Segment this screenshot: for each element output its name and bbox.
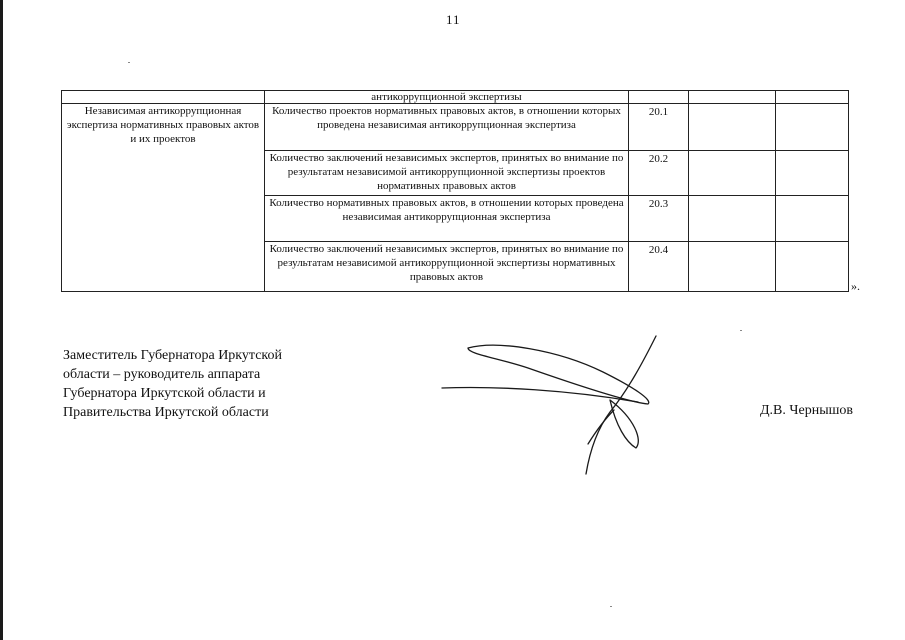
table-cell-value-empty <box>689 196 776 242</box>
table-row-continuation <box>62 91 849 104</box>
signatory-position-line: области – руководитель аппарата <box>63 367 261 382</box>
table-cell-code: 20.4 <box>629 242 689 292</box>
table-cell-value-empty <box>776 151 849 196</box>
signatory-position-line: Заместитель Губернатора Иркутской <box>63 348 282 363</box>
table-row <box>62 104 849 151</box>
table-cell-value-empty <box>776 104 849 151</box>
table-cell-value-empty <box>776 242 849 292</box>
page-edge-bar <box>0 0 3 640</box>
signatory-position <box>63 346 282 422</box>
signatory-name: Д.В. Чернышов <box>760 403 853 418</box>
scan-speck <box>610 606 612 607</box>
table-cell-continuation: антикоррупционной экспертизы <box>265 91 629 104</box>
table-cell-indicator: Количество нормативных правовых актов, в отношении которых проведена независимая антикоррупционная экспертиза <box>265 196 629 242</box>
scan-speck <box>740 330 742 331</box>
table-cell-code: 20.1 <box>629 104 689 151</box>
table-cell-section-title: Независимая антикоррупционная экспертиза нормативных правовых актов и их проектов <box>62 104 265 292</box>
table-cell-indicator: Количество заключений независимых экспертов, принятых во внимание по результатам независимой антикоррупционной экспертизы проектов нормативных правовых актов <box>265 151 629 196</box>
table-cell-value-empty <box>689 242 776 292</box>
table-cell-code: 20.3 <box>629 196 689 242</box>
table-cell-value-empty <box>776 196 849 242</box>
page-number: 11 <box>446 12 461 27</box>
table-cell-value-empty <box>776 91 849 104</box>
table-cell-value-empty <box>689 151 776 196</box>
table-cell-code-empty <box>629 91 689 104</box>
table-cell-indicator: Количество заключений независимых экспертов, принятых во внимание по результатам независимой антикоррупционной экспертизы нормативных правовых актов <box>265 242 629 292</box>
table-cell-value-empty <box>689 91 776 104</box>
table-cell-code: 20.2 <box>629 151 689 196</box>
scan-speck <box>128 62 130 63</box>
signatory-position-line: Губернатора Иркутской области и <box>63 386 266 401</box>
table-cell-indicator: Количество проектов нормативных правовых актов, в отношении которых проведена независимая антикоррупционная экспертиза <box>265 104 629 151</box>
table-cell-value-empty <box>689 104 776 151</box>
closing-quote: ». <box>851 279 860 293</box>
indicators-table <box>61 90 849 292</box>
table-cell-section-empty <box>62 91 265 104</box>
handwritten-signature <box>438 332 668 482</box>
signatory-position-line: Правительства Иркутской области <box>63 405 269 420</box>
